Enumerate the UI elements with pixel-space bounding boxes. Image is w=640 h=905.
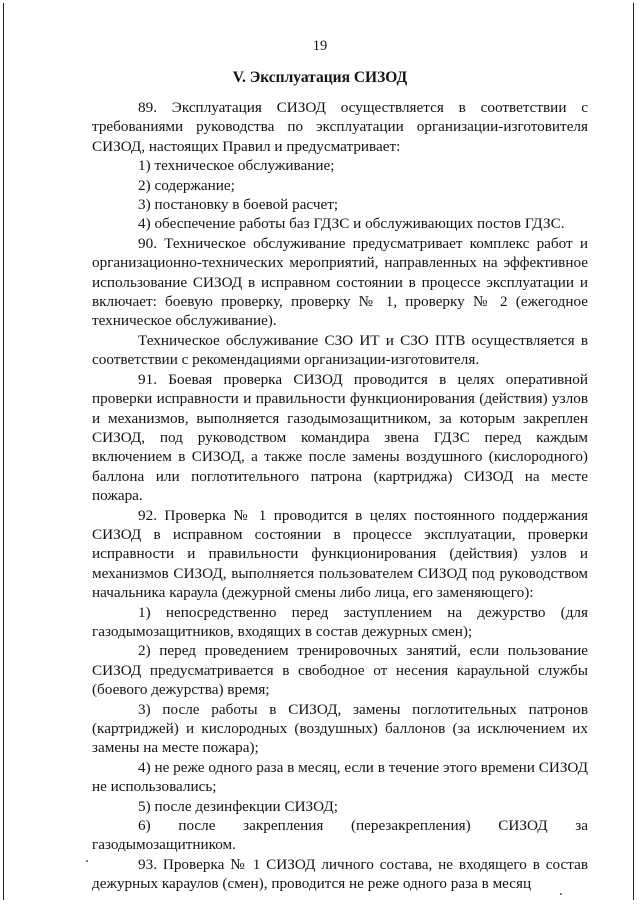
paragraph-89: 89. Эксплуатация СИЗОД осуществляется в соответствии с требованиями руководства по эксплуатации организации-изготовителя СИЗОД, настоящих Правил и предусматривает:: [92, 99, 588, 155]
list-item: 2) перед проведением тренировочных занятий, если пользование СИЗОД предусматривается в свободное от несения караульной службы (боевого дежурства) время;: [92, 642, 588, 699]
list-item: 5) после дезинфекции СИЗОД;: [138, 797, 338, 815]
list-item: 3) после работы в СИЗОД, замены поглотительных патронов (картриджей) и кислородных (воздушных) баллонов (за исключением их замены на месте пожара);: [92, 700, 588, 757]
list-item: 4) обеспечение работы баз ГДЗС и обслуживающих постов ГДЗС.: [138, 215, 565, 233]
body-text: [92, 98, 588, 894]
list-item: 1) техническое обслуживание;: [138, 157, 335, 175]
section-title: V. Эксплуатация СИЗОД: [232, 69, 408, 86]
list-item: 4) не реже одного раза в месяц, если в течение этого времени СИЗОД не использовались;: [92, 758, 588, 796]
list-item: 3) постановку в боевой расчет;: [138, 196, 339, 214]
paragraph-90: 90. Техническое обслуживание предусматривает комплекс работ и организационно-технических мероприятий, направленных на эффективное использование СИЗОД в исправном состоянии в процессе эксплуатации и включает: боевую проверку, проверку № 1, проверку № 2 (ежегодное техническое обслуживание).: [92, 234, 588, 330]
list-item: 6) после закрепления (перезакрепления) СИЗОД за газодымозащитником.: [92, 817, 588, 854]
paragraph-91: 91. Боевая проверка СИЗОД проводится в целях оперативной проверки исправности и правильности функционирования (действия) узлов и механизмов, выполняется газодымозащитником, за которым закреплен СИЗОД, под руководством командира звена ГДЗС перед каждым включением в СИЗОД, а также после замены воздушного (кислородного) баллона или поглотительного патрона (картриджа) СИЗОД на месте пожара.: [92, 370, 588, 505]
list-item: 2) содержание;: [138, 176, 235, 194]
list-item: 1) непосредственно перед заступлением на дежурство (для газодымозащитников, входящих в состав дежурных смен);: [92, 603, 588, 640]
scan-speck: [560, 893, 562, 895]
paragraph-92: 92. Проверка № 1 проводится в целях постоянного поддержания СИЗОД в исправном состоянии в процессе эксплуатации, проверки исправности и правильности функционирования (действия) узлов и механизмов СИЗОД, выполняется пользователем СИЗОД под руководством начальника караула (дежурной смены либо лица, его заменяющего):: [92, 506, 588, 602]
paragraph-90-note: Техническое обслуживание СЗО ИТ и СЗО ПТВ осуществляется в соответствии с рекомендациями организации-изготовителя.: [92, 331, 588, 369]
page-number: 19: [312, 38, 328, 54]
scan-speck: [86, 860, 88, 862]
paragraph-93: 93. Проверка № 1 СИЗОД личного состава, не входящего в состав дежурных караулов (смен), проводится не реже одного раза в месяц: [92, 855, 588, 893]
